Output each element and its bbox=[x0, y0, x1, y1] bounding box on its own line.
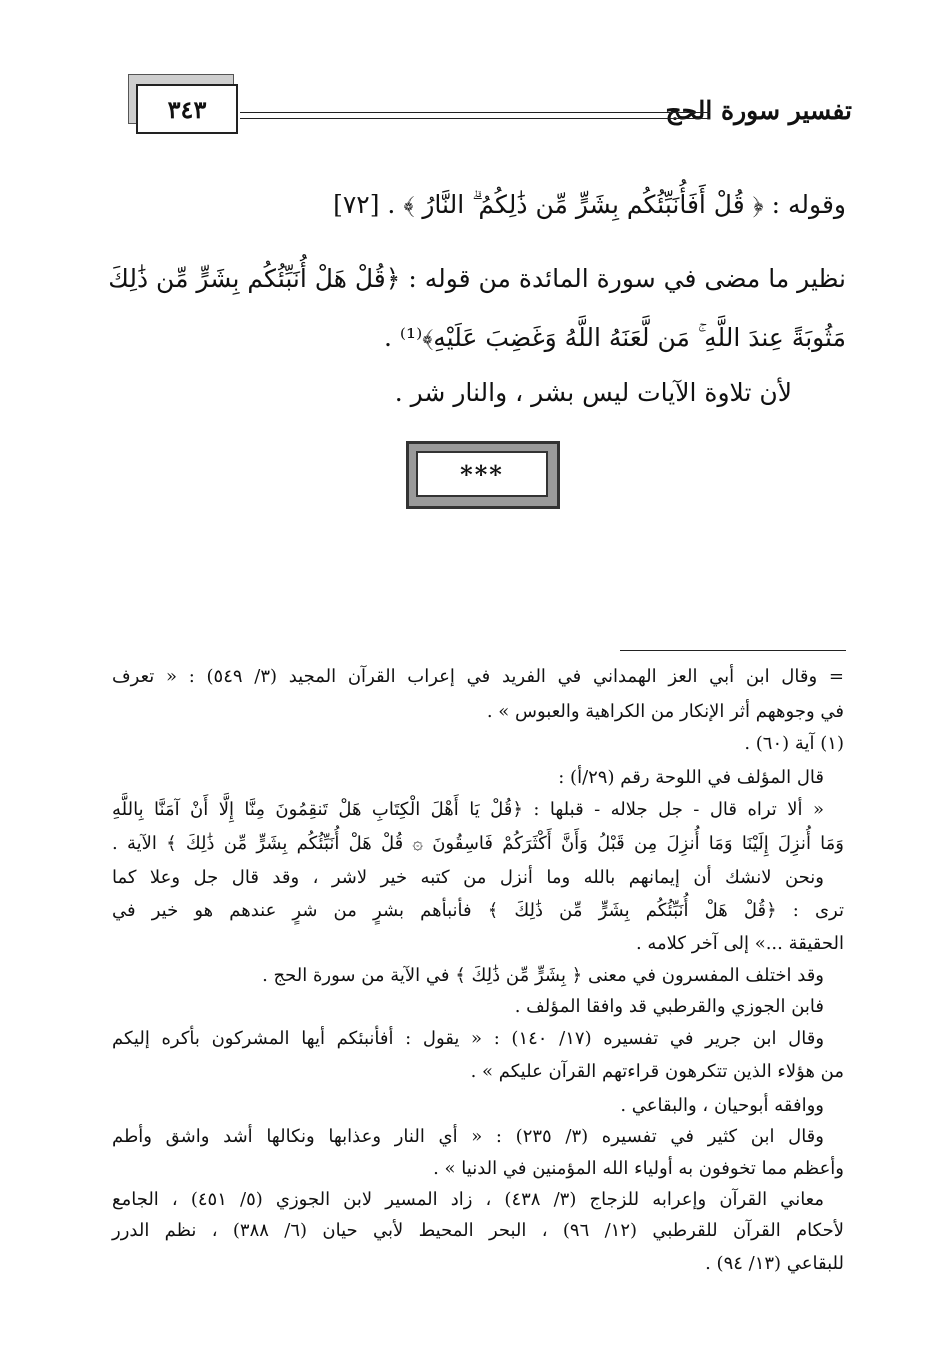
footnote-line: الحقيقة ...» إلى آخر كلامه . bbox=[635, 933, 844, 954]
footnote-line: قال المؤلف في اللوحة رقم (٢٩/أ) : bbox=[558, 767, 824, 788]
footnote-line: ترى : ﴿قُلْ هَلْ أُنَبِّئُكُم بِشَرٍّ مِّن ذَٰلِكَ ﴾ فأنبأهم بشرٍ من شرٍ عندهم هو خير في bbox=[112, 900, 844, 921]
paragraph-1-line-1: نظير ما مضى في سورة المائدة من قوله : ﴿قُلْ هَلْ أُنَبِّئُكُم بِشَرٍّ مِّن ذَٰلِكَ bbox=[108, 264, 846, 293]
page-number-box bbox=[136, 84, 238, 134]
separator-stars: *** bbox=[460, 459, 504, 489]
footnote-line: = وقال ابن أبي العز الهمداني في الفريد في إعراب القرآن المجيد (٣/ ٥٤٩) : « تعرف bbox=[112, 666, 844, 687]
footnote-line: وأعظم مما تخوفون به أولياء الله المؤمنين في الدنيا » . bbox=[433, 1158, 844, 1179]
footnote-line: وَمَا أُنزِلَ إِلَيْنَا وَمَا أُنزِلَ مِن قَبْلُ وَأَنَّ أَكْثَرَكُمْ فَاسِقُونَ ۞ قُلْ هَلْ أُنَبِّئُكُم بِشَرٍّ مِّن ذَٰلِكَ ﴾ الآية . bbox=[112, 833, 844, 854]
footnote-line: فابن الجوزي والقرطبي قد وافقا المؤلف . bbox=[514, 996, 824, 1017]
paragraph-1-line-2: مَثُوبَةً عِندَ اللَّهِ ۚ مَن لَّعَنَهُ اللَّهُ وَغَضِبَ عَلَيْهِ﴾⁽¹⁾ . bbox=[383, 323, 846, 352]
page-number: ٣٤٣ bbox=[167, 94, 207, 124]
paragraph-2: لأن تلاوة الآيات ليس بشر ، والنار شر . bbox=[394, 378, 792, 407]
header-rule bbox=[240, 112, 710, 113]
running-head-title: تفسير سورة الحج bbox=[665, 96, 852, 125]
footnote-line: للبقاعي (١٣/ ٩٤) . bbox=[705, 1253, 844, 1274]
footnote-line: ونحن لانشك أن إيمانهم بالله وما أنزل من كتبه خير لاشر ، وقد قال جل وعلا كما bbox=[112, 867, 824, 888]
verse-line: وقوله : ﴿ قُلْ أَفَأُنَبِّئُكُم بِشَرٍّ مِّن ذَٰلِكُمُ ۗ النَّارُ ﴾ . [٧٢] bbox=[333, 190, 846, 219]
footnote-line: وقد اختلف المفسرون في معنى ﴿ بِشَرٍّ مِّن ذَٰلِكَ ﴾ في الآية من سورة الحج . bbox=[262, 965, 824, 986]
footnote-rule bbox=[620, 650, 846, 651]
footnote-line: معاني القرآن وإعرابه للزجاج (٣/ ٤٣٨) ، زاد المسير لابن الجوزي (٥/ ٤٥١) ، الجامع bbox=[112, 1189, 825, 1210]
footnote-line: لأحكام القرآن للقرطبي (١٢/ ٩٦) ، البحر المحيط لأبي حيان (٦/ ٣٨٨) ، نظم الدرر bbox=[112, 1220, 844, 1241]
header-rule bbox=[240, 118, 710, 119]
footnote-line: « ألا تراه قال - جل جلاله - قبلها : ﴿قُلْ يَا أَهْلَ الْكِتَابِ هَلْ تَنقِمُونَ مِنَّا إِلَّا أَنْ آمَنَّا بِاللَّهِ bbox=[112, 799, 824, 820]
footnote-line: من هؤلاء الذين تتكرهون قراءتهم القرآن عليكم » . bbox=[470, 1061, 844, 1082]
footnote-line: ووافقه أبوحيان ، والبقاعي . bbox=[620, 1095, 824, 1116]
footnote-line: (١) آية (٦٠) . bbox=[744, 733, 844, 754]
separator-ornament bbox=[416, 451, 548, 497]
footnote-line: وقال ابن كثير في تفسيره (٣/ ٢٣٥) : « أي النار وعذابها ونكالها أشد واشق وأطم bbox=[112, 1126, 824, 1147]
footnote-line: في وجوههم أثر الإنكار من الكراهية والعبوس » . bbox=[486, 701, 844, 722]
footnote-line: وقال ابن جرير في تفسيره (١٧/ ١٤٠) : « يقول : أفأنبئكم أيها المشركون بأكره إليكم bbox=[112, 1028, 825, 1049]
